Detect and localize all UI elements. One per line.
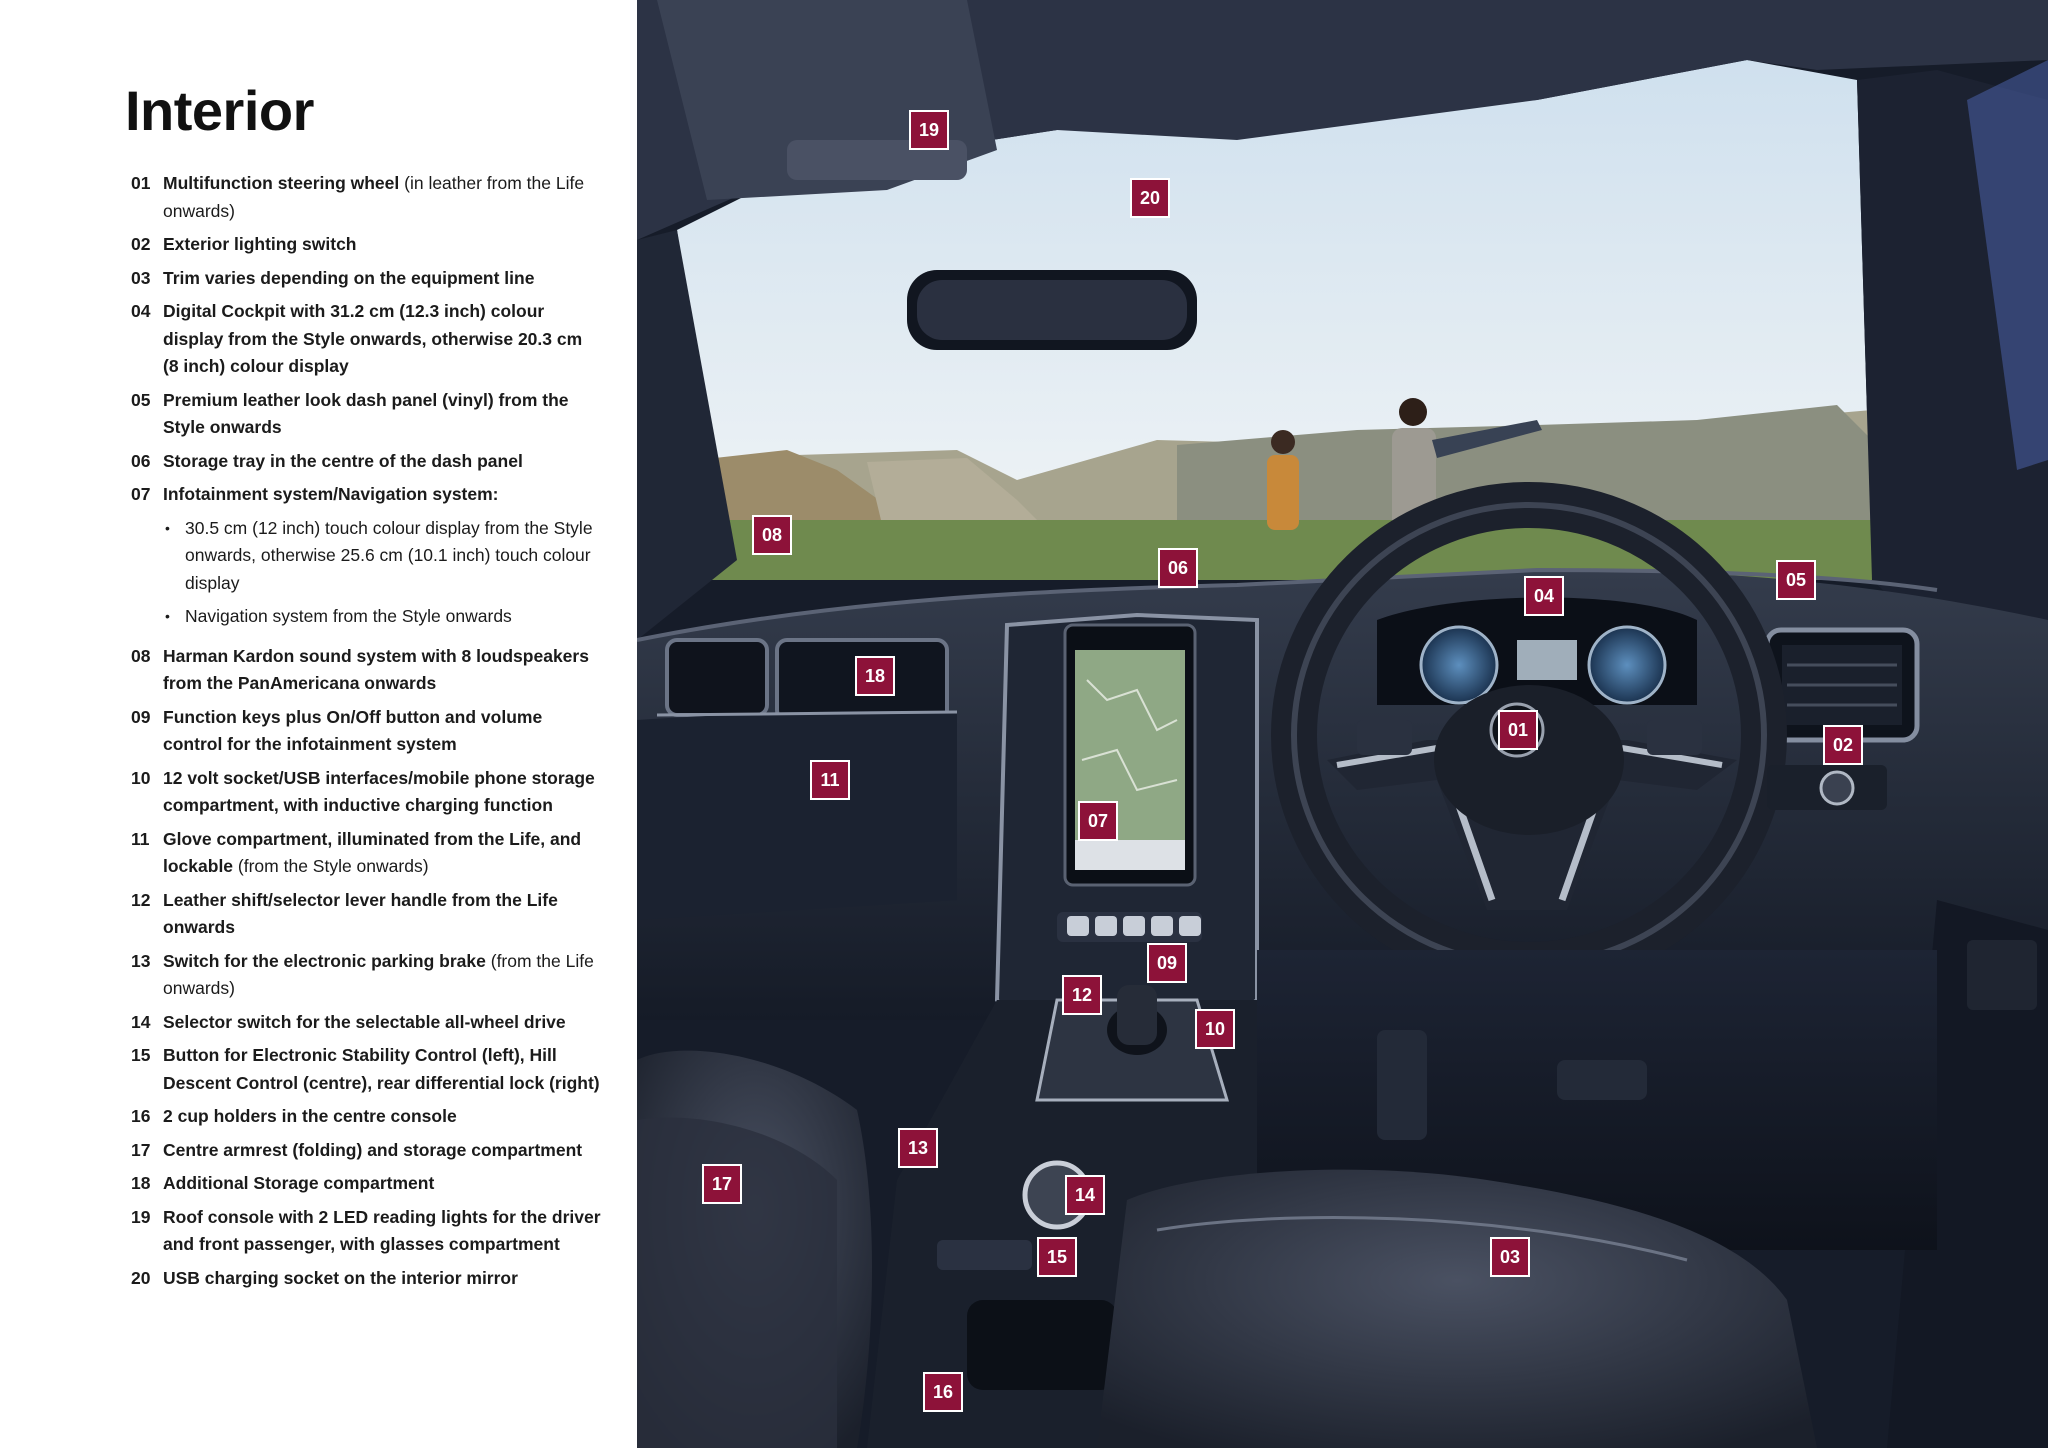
marker-18: 18 xyxy=(855,656,895,696)
feature-number: 06 xyxy=(131,450,151,471)
feature-number: 16 xyxy=(131,1106,151,1126)
marker-10: 10 xyxy=(1195,1009,1235,1049)
feature-note: (in leather from the Life onwards) xyxy=(163,173,585,221)
feature-number: 20 xyxy=(131,1267,151,1288)
feature-number: 12 xyxy=(131,889,151,910)
feature-text xyxy=(163,231,601,259)
feature-number: 18 xyxy=(131,1173,151,1193)
feature-number: 17 xyxy=(131,1139,151,1160)
feature-text xyxy=(163,265,601,293)
marker-06: 06 xyxy=(1158,548,1198,588)
feature-item xyxy=(131,1042,601,1097)
marker-03: 03 xyxy=(1490,1237,1530,1277)
feature-title: Function keys plus On/Off button and volume control for the infotainment system xyxy=(163,706,543,754)
feature-number: 01 xyxy=(131,173,151,193)
feature-item xyxy=(131,1265,601,1293)
feature-title: Switch for the electronic parking brake xyxy=(163,950,486,971)
feature-item xyxy=(131,1009,601,1037)
marker-11: 11 xyxy=(810,760,850,800)
feature-number: 09 xyxy=(131,706,151,727)
feature-title: Additional Storage compartment xyxy=(163,1173,435,1193)
feature-bullets xyxy=(131,515,601,631)
feature-item xyxy=(131,1170,601,1198)
feature-title: USB charging socket on the interior mirror xyxy=(163,1267,518,1288)
marker-19: 19 xyxy=(909,110,949,150)
marker-17: 17 xyxy=(702,1164,742,1204)
feature-text xyxy=(163,948,601,1003)
feature-bullet: • 30.5 cm (12 inch) touch colour display from the Style onwards, otherwise 25.6 cm (10.1 inch) touch colour display xyxy=(163,515,601,598)
feature-text xyxy=(163,826,601,881)
feature-item xyxy=(131,1137,601,1165)
feature-item xyxy=(131,1204,601,1259)
marker-13: 13 xyxy=(898,1128,938,1168)
feature-title: Centre armrest (folding) and storage compartment xyxy=(163,1139,583,1160)
feature-text xyxy=(163,481,601,637)
feature-title: Leather shift/selector lever handle from the Life onwards xyxy=(163,889,558,937)
feature-item xyxy=(131,265,601,293)
feature-title: Multifunction steering wheel xyxy=(163,173,400,193)
feature-item xyxy=(131,887,601,942)
interior-photo xyxy=(637,0,2048,1448)
feature-item xyxy=(131,170,601,225)
feature-title: Harman Kardon sound system with 8 loudspeakers from the PanAmericana onwards xyxy=(163,645,589,693)
feature-title: Trim varies depending on the equipment line xyxy=(163,267,535,288)
feature-item xyxy=(131,826,601,881)
feature-item xyxy=(131,298,601,381)
feature-number: 19 xyxy=(131,1206,151,1227)
feature-text xyxy=(163,1265,601,1293)
feature-item xyxy=(131,704,601,759)
feature-text xyxy=(163,1204,601,1259)
feature-text xyxy=(163,1009,601,1037)
feature-number: 13 xyxy=(131,950,151,971)
feature-title: Glove compartment, illuminated from the Life, and lockable xyxy=(163,828,582,876)
feature-title: Storage tray in the centre of the dash panel xyxy=(163,450,523,471)
feature-item xyxy=(131,765,601,820)
feature-number: 11 xyxy=(131,828,150,849)
marker-01: 01 xyxy=(1498,710,1538,750)
feature-title: Digital Cockpit with 31.2 cm (12.3 inch) colour display from the Style onwards, otherwise 20.3 cm (8 inch) colour display xyxy=(163,301,583,376)
marker-08: 08 xyxy=(752,515,792,555)
feature-text xyxy=(163,643,601,698)
feature-text xyxy=(163,170,601,225)
feature-text xyxy=(163,1103,601,1131)
feature-title: Roof console with 2 LED reading lights for the driver and front passenger, with glasses compartment xyxy=(163,1206,601,1254)
feature-item xyxy=(131,448,601,476)
marker-16: 16 xyxy=(923,1372,963,1412)
feature-number: 07 xyxy=(131,484,151,504)
feature-number: 10 xyxy=(131,767,151,788)
marker-04: 04 xyxy=(1524,576,1564,616)
feature-text xyxy=(163,298,601,381)
feature-title: 2 cup holders in the centre console xyxy=(163,1106,457,1126)
marker-15: 15 xyxy=(1037,1237,1077,1277)
feature-number: 02 xyxy=(131,234,151,254)
feature-title: 12 volt socket/USB interfaces/mobile phone storage compartment, with inductive charging function xyxy=(163,767,595,815)
feature-note: (from the Life onwards) xyxy=(163,950,594,998)
feature-title: Button for Electronic Stability Control (left), Hill Descent Control (centre), rear differential lock (right) xyxy=(163,1045,600,1093)
feature-number: 04 xyxy=(131,301,151,321)
marker-12: 12 xyxy=(1062,975,1102,1015)
feature-item xyxy=(131,948,601,1003)
feature-text xyxy=(163,1137,601,1165)
marker-05: 05 xyxy=(1776,560,1816,600)
feature-title: Infotainment system/Navigation system: xyxy=(163,484,499,504)
feature-text xyxy=(163,1170,601,1198)
feature-text xyxy=(163,887,601,942)
page-title: Interior xyxy=(125,79,314,142)
feature-number: 03 xyxy=(131,267,151,288)
feature-text xyxy=(163,448,601,476)
feature-number: 08 xyxy=(131,645,151,666)
marker-02: 02 xyxy=(1823,725,1863,765)
feature-title: Selector switch for the selectable all-wheel drive xyxy=(163,1011,566,1032)
feature-item xyxy=(131,1103,601,1131)
feature-note: (from the Style onwards) xyxy=(233,856,429,876)
legend-panel xyxy=(0,0,637,1448)
feature-item xyxy=(131,643,601,698)
feature-bullet: • Navigation system from the Style onwards xyxy=(163,603,601,631)
marker-09: 09 xyxy=(1147,943,1187,983)
feature-item xyxy=(131,481,601,637)
feature-text xyxy=(163,1042,601,1097)
feature-number: 14 xyxy=(131,1011,151,1032)
feature-number: 15 xyxy=(131,1045,151,1065)
feature-text xyxy=(163,704,601,759)
feature-text xyxy=(163,387,601,442)
interior-illustration xyxy=(637,0,2048,1448)
feature-list xyxy=(131,170,601,1298)
marker-14: 14 xyxy=(1065,1175,1105,1215)
feature-item xyxy=(131,231,601,259)
feature-title: Exterior lighting switch xyxy=(163,234,357,254)
marker-20: 20 xyxy=(1130,178,1170,218)
feature-number: 05 xyxy=(131,389,151,410)
feature-title: Premium leather look dash panel (vinyl) from the Style onwards xyxy=(163,389,569,437)
feature-item xyxy=(131,387,601,442)
feature-text xyxy=(163,765,601,820)
marker-07: 07 xyxy=(1078,801,1118,841)
